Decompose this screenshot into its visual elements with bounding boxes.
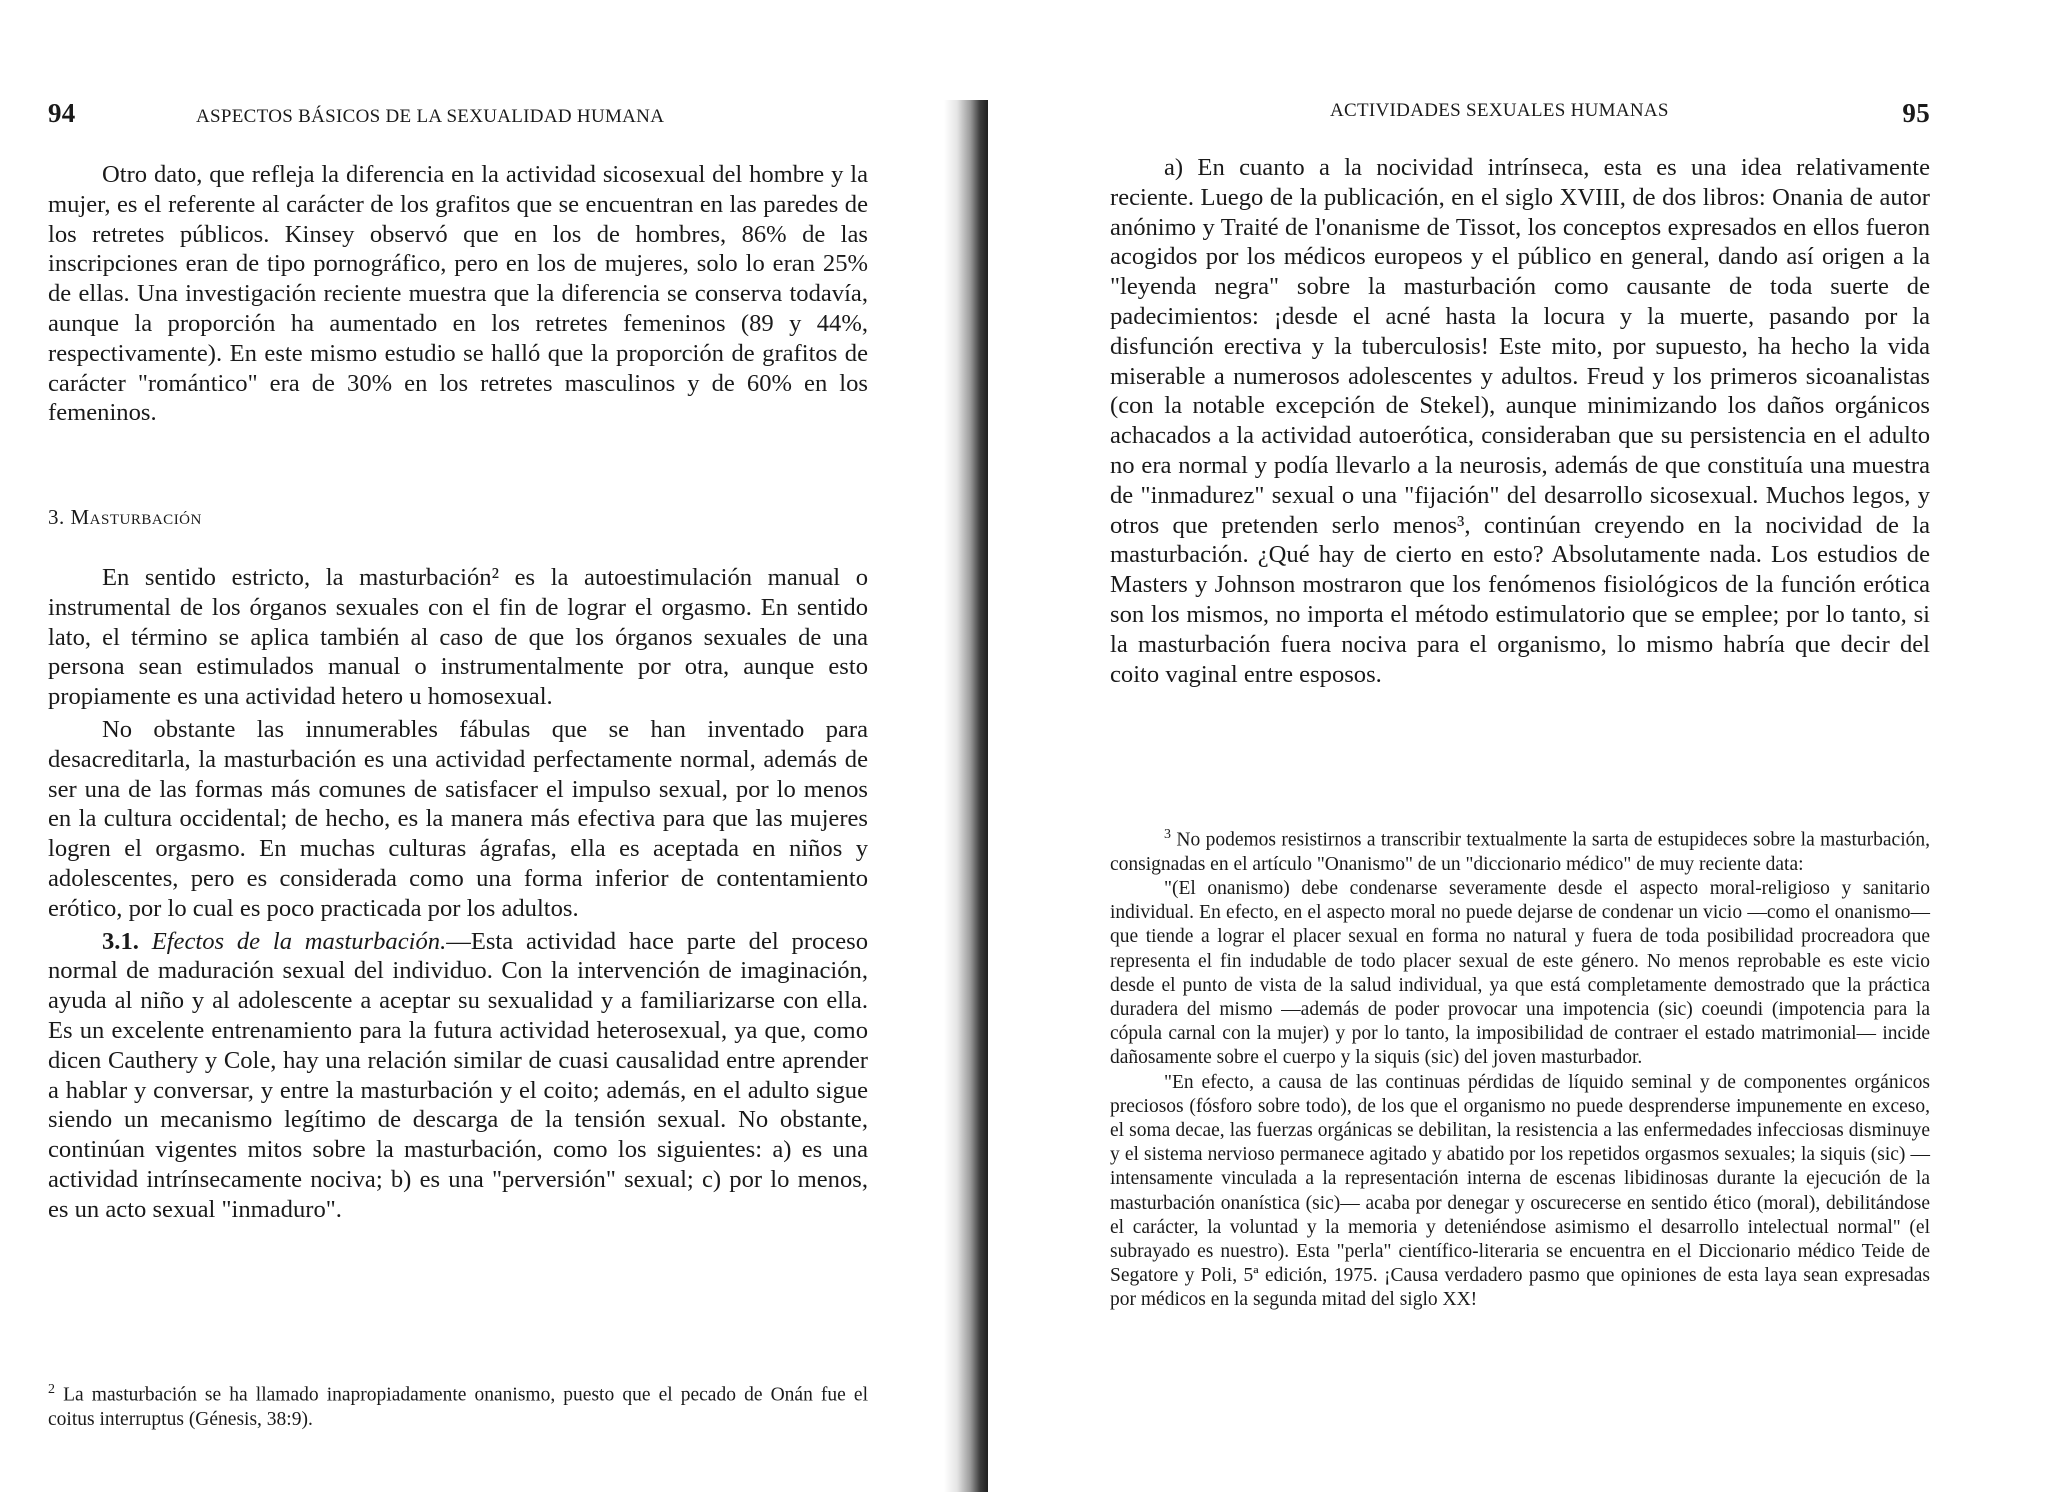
subsection-title: Efectos de la masturbación. [151, 927, 447, 955]
paragraph-graffiti: Otro dato, que refleja la diferencia en la actividad sicosexual del hombre y la mujer, es el referente al carácter de los grafitos que se encuentran en las paredes de los retretes públicos. Kinsey observó que en los de hombres, 86% de las inscripciones eran de tipo pornográfico, pero en los de mujeres, solo lo eran 25% de ellas. Una investigación reciente muestra que la diferencia se conserva todavía, aunque la proporción ha aumentado en los retretes femeninos (89 y 44%, respectivamente). En este mismo estudio se halló que la proporción de grafitos de carácter "romántico" era de 30% en los retretes masculinos y de 60% en los femeninos. [48, 161, 868, 427]
right-running-head [1110, 100, 1930, 134]
footnote-3 [1110, 823, 1930, 1313]
book-gutter-shadow [944, 100, 988, 1492]
footnote-2-marker: 2 [48, 1382, 55, 1397]
section-heading-masturbacion: 3. Masturbación [48, 505, 202, 529]
paragraph-effects [48, 927, 868, 1225]
subsection-number: 3.1. [102, 927, 139, 955]
footnote-2 [48, 1378, 868, 1432]
paragraph-nocividad: a) En cuanto a la nocividad intrínseca, esta es una idea relativamente reciente. Luego de la publicación, en el siglo XVIII, de dos libros: Onania de autor anónimo y Traité de l'onanisme de Tissot, los conceptos expresados en ellos fueron acogidos por los médicos europeos y el público en general, dando así origen a la "leyenda negra" sobre la masturbación como causante de toda suerte de padecimientos: ¡desde el acné hasta la locura y la muerte, pasando por la disfunción erectiva y la tuberculosis! Este mito, por supuesto, ha hecho la vida miserable a numerosos adolescentes y adultos. Freud y los primeros sicoanalistas (con la notable excepción de Stekel), aunque minimizando los daños orgánicos achacados a la actividad autoerótica, consideraban que su persistencia en el adulto no era normal y podía llevarlo a la neurosis, además de que constituía una muestra de "inmadurez" sexual o una "fijación" del desarrollo sicosexual. Muchos legos, y otros que pretenden serlo menos³, continúan creyendo en la nocividad de la masturbación. ¿Qué hay de cierto en esto? Absolutamente nada. Los estudios de Masters y Johnson mostraron que los fenómenos fisiológicos de la función erótica son los mismos, no importa el método estimulatorio que se emplee; por lo tanto, si la masturbación fuera nociva para el organismo, lo mismo habría que decir del coito vaginal entre esposos. [1110, 154, 1930, 688]
right-body-text [1110, 153, 1930, 689]
running-head-title-left: ASPECTOS BÁSICOS DE LA SEXUALIDAD HUMANA [196, 106, 665, 127]
paragraph-definition: En sentido estricto, la masturbación² es la autoestimulación manual o instrumental de los órganos sexuales con el fin de lograr el orgasmo. En sentido lato, el término se aplica también al caso de que los órganos sexuales de una persona sean estimulados manual o instrumentalmente por otra, aunque esto propiamente es una actividad hetero u homosexual. [48, 564, 868, 711]
footnote-3-intro [1110, 823, 1930, 877]
footnote-3-intro-text: No podemos resistirnos a transcribir textualmente la sarta de estupideces sobre la masturbación, consignadas en el artículo "Onanismo" de un "diccionario médico" de muy reciente data: [1110, 829, 1931, 875]
left-body-text-1 [48, 160, 868, 428]
left-body-text-2 [48, 563, 868, 1225]
paragraph-normal-activity: No obstante las innumerables fábulas que se han inventado para desacreditarla, la masturbación es una actividad perfectamente normal, además de ser una de las formas más comunes de satisfacer el impulso sexual, por lo menos en la cultura occidental; de hecho, es la manera más efectiva para que las mujeres logren el orgasmo. En muchas culturas ágrafas, ella es aceptada en niños y adolescentes, pero es considerada como una forma inferior de contentamiento erótico, por lo cual es poco practicada por los adultos. [48, 715, 868, 922]
footnote-3-quote-2: "En efecto, a causa de las continuas pérdidas de líquido seminal y de componentes orgánicos preciosos (fósforo sobre todo), de los que el organismo no puede desprenderse impunemente en exceso, el soma decae, las fuerzas orgánicas se debilitan, la resistencia a las enfermedades infecciosas disminuye y el sistema nervioso permanece agitado y abatido por los repetidos orgasmos sexuales; la siquis (sic) —intensamente vinculada a la representación interna de escenas libidinosas durante la ejecución de la masturbación onanística (sic)— acaba por denegar y oscurecerse en sentido ético (moral), debilitándose el carácter, la voluntad y la memoria y deteniéndose asimismo el desarrollo intelectual normal" (el subrayado es nuestro). Esta "perla" científico-literaria se encuentra en el Diccionario médico Teide de Segatore y Poli, 5ª edición, 1975. ¡Causa verdadero pasmo que opiniones de esta laya sean expresadas por médicos en la segunda mitad del siglo XX! [1110, 1071, 1930, 1311]
paragraph-effects-text: —Esta actividad hace parte del proceso normal de maduración sexual del individuo. Con la intervención de imaginación, ayuda al niño y al adolescente a aceptar su sexualidad y a familiarizarse con ella. Es un excelente entrenamiento para la futura actividad heterosexual, ya que, como dicen Cauthery y Cole, hay una relación similar de cuasi causalidad entre aprender a hablar y conversar, y entre la masturbación y el coito; además, en el adulto sigue siendo un mecanismo legítimo de descarga de la tensión sexual. No obstante, continúan vigentes mitos sobre la masturbación, como los siguientes: a) es una actividad intrínsecamente nociva; b) es una "perversión" sexual; c) por lo menos, es un acto sexual "inmaduro". [48, 927, 868, 1223]
footnote-2-text: La masturbación se ha llamado inapropiadamente onanismo, puesto que el pecado de Onán fue el coitus interruptus (Génesis, 38:9). [48, 1384, 868, 1430]
running-head-title-right: ACTIVIDADES SEXUALES HUMANAS [1330, 100, 1669, 121]
left-running-head [48, 100, 868, 134]
footnote-3-quote-1: "(El onanismo) debe condenarse severamente desde el aspecto moral-religioso y sanitario individual. En efecto, en el aspecto moral no puede dejarse de condenar un vicio —como el onanismo— que tiende a lograr el placer sexual en forma no natural y fuera de toda posibilidad procreadora que representa el fin indudable de todo placer sexual de este género. No menos reprobable es este vicio desde el punto de vista de la salud individual, ya que está completamente demostrado que la práctica duradera del mismo —además de poder provocar una impotencia (sic) coeundi (impotencia para la cópula carnal con la mujer) y por lo tanto, la imposibilidad de contraer el estado matrimonial— incide dañosamente sobre el cuerpo y la siquis (sic) del joven masturbador. [1110, 877, 1930, 1069]
page-number-left: 94 [48, 98, 76, 128]
footnote-3-marker: 3 [1164, 827, 1171, 842]
page-number-right: 95 [1902, 98, 1930, 128]
